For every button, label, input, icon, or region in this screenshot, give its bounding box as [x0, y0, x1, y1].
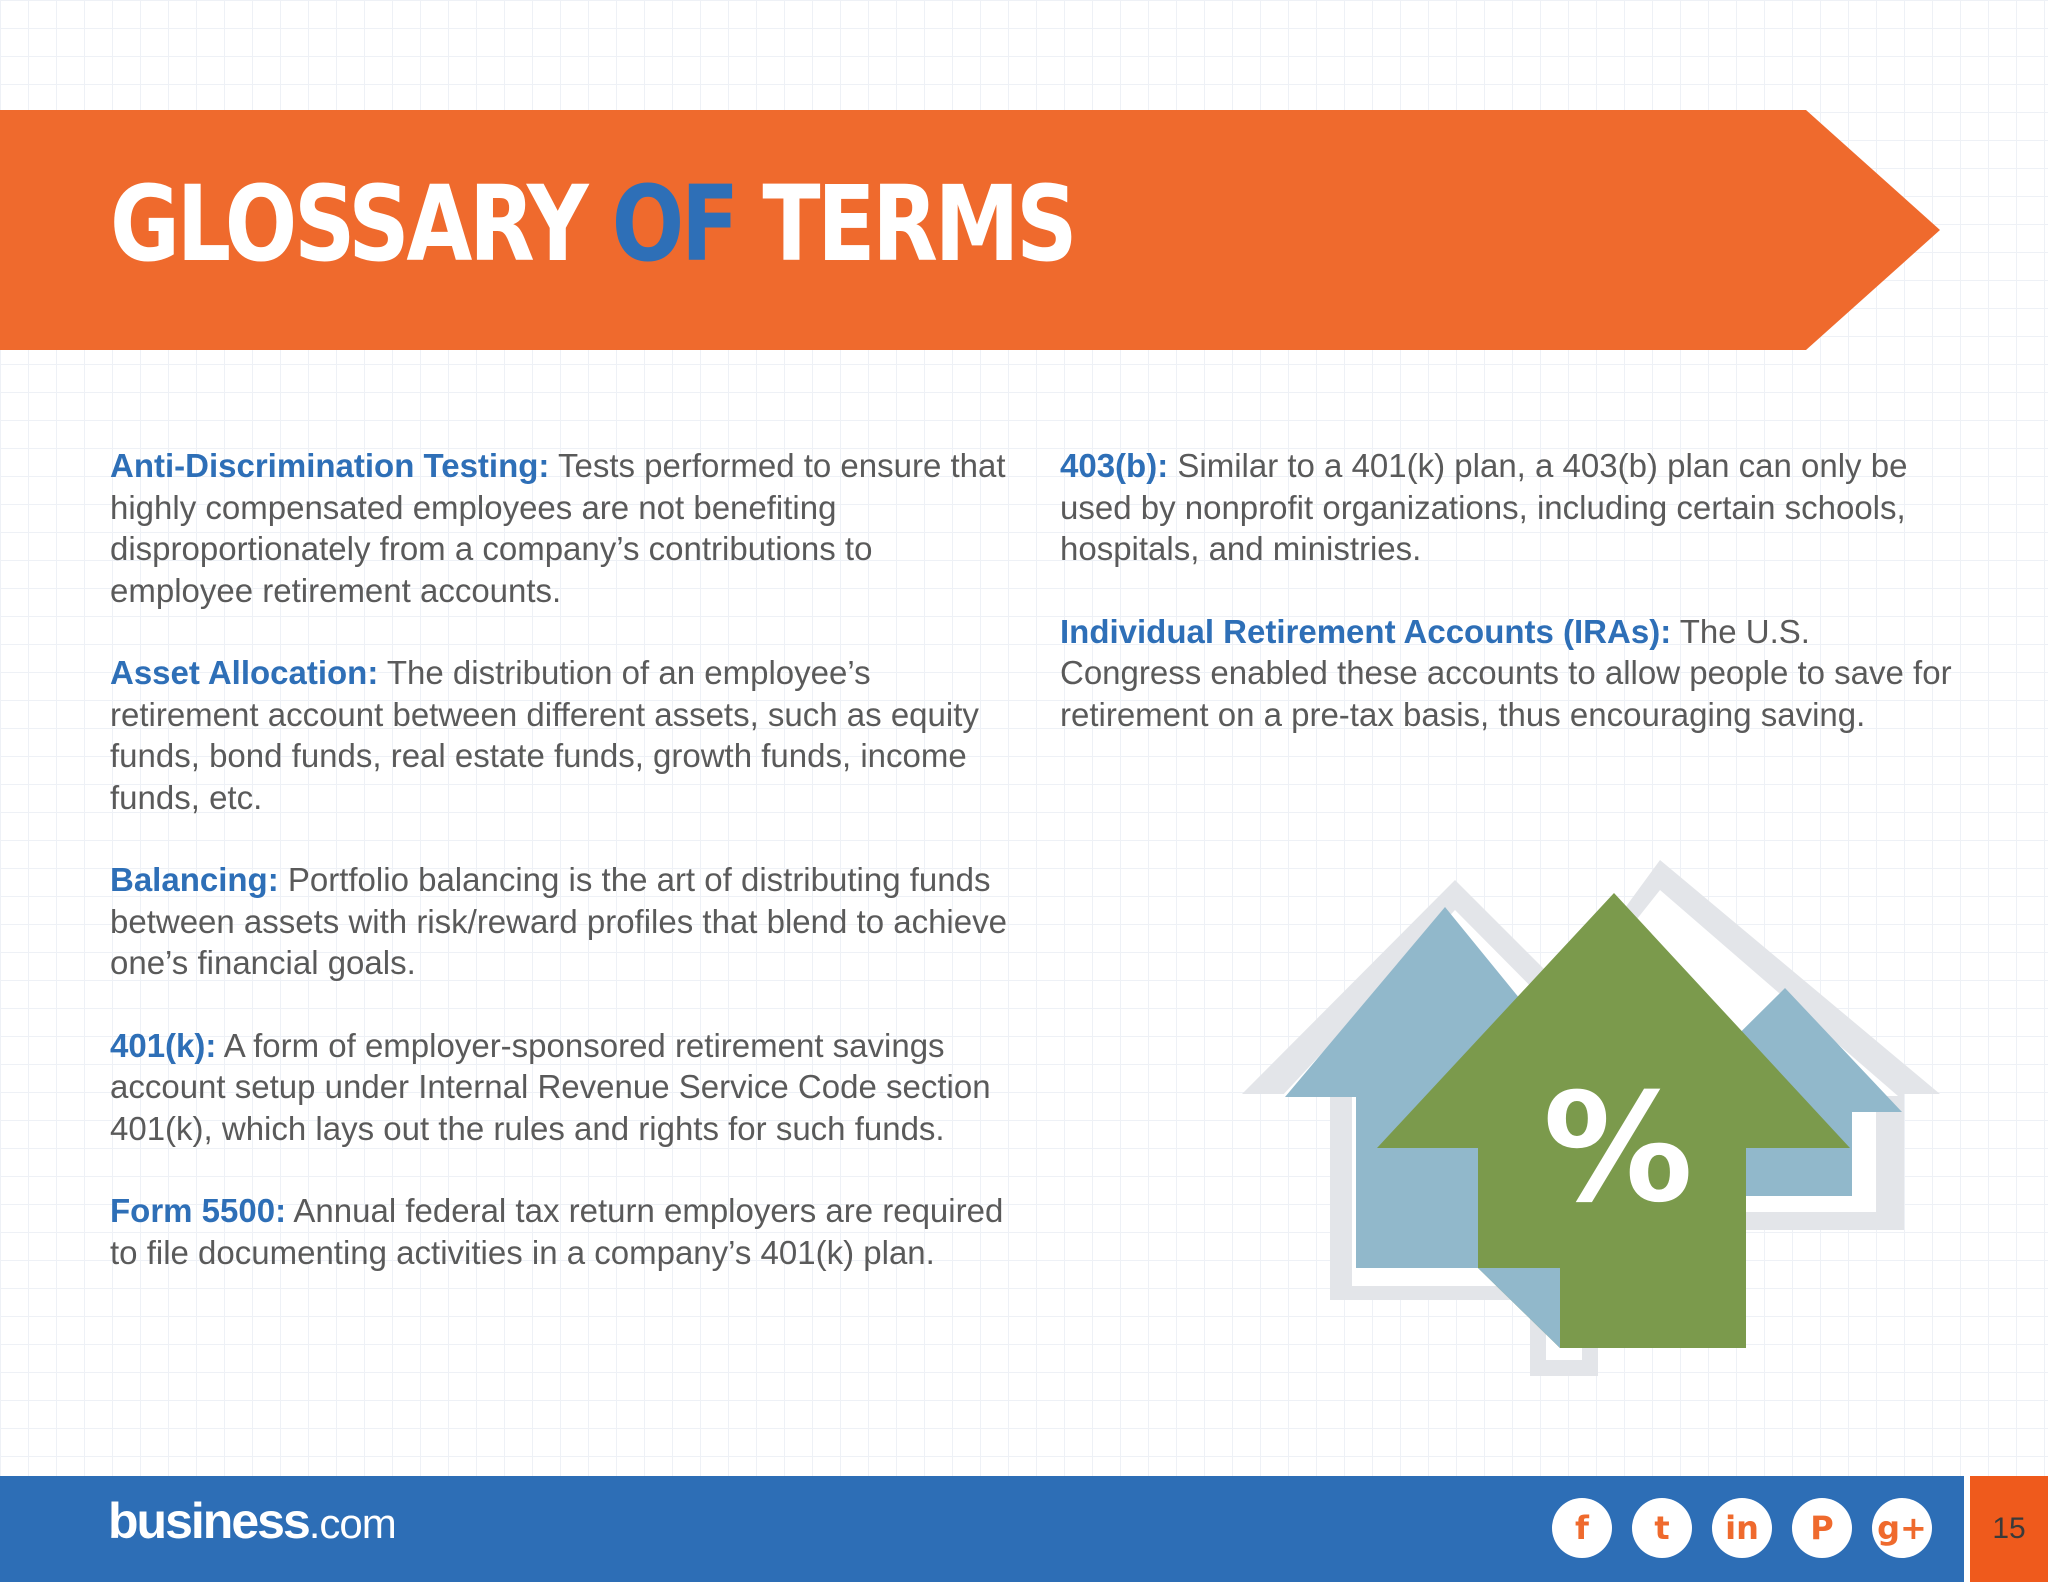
glossary-definition: A form of employer-sponsored retirement savings account setup under Internal Revenue Service Code section 401(k), which lays out the rules and rights for such funds.: [110, 1026, 991, 1147]
glossary-definition: Tests performed to ensure that highly compensated employees are not benefiting disproportionately from a company’s contributions to employee retirement accounts.: [110, 447, 1006, 609]
business-com-logo[interactable]: [108, 1492, 396, 1550]
glossary-entry: [110, 652, 1010, 818]
page-number: 15: [1992, 1512, 2026, 1545]
page-title: [110, 163, 1075, 285]
glossary-definition: The U.S. Congress enabled these accounts to allow people to save for retirement on a pre-tax basis, thus encouraging saving.: [1060, 612, 1952, 733]
percent-symbol: %: [1542, 1062, 1694, 1236]
glossary-definition: Similar to a 401(k) plan, a 403(b) plan can only be used by nonprofit organizations, including certain schools, hospitals, and ministries.: [1060, 447, 1908, 567]
glossary-term: 403(b):: [1060, 447, 1169, 484]
twitter-icon[interactable]: t: [1632, 1498, 1692, 1558]
logo-main-text: business: [108, 1493, 309, 1549]
title-part-3: TERMS: [735, 163, 1075, 285]
pinterest-icon[interactable]: P: [1792, 1498, 1852, 1558]
glossary-left-column: [110, 445, 1010, 1314]
glossary-entry: [110, 859, 1010, 984]
glossary-term: 401(k):: [110, 1026, 217, 1064]
glossary-term: Individual Retirement Accounts (IRAs):: [1060, 612, 1672, 650]
glossary-entry: [110, 445, 1010, 611]
google-plus-icon[interactable]: g+: [1872, 1498, 1932, 1558]
linkedin-icon[interactable]: in: [1712, 1498, 1772, 1558]
glossary-term: Form 5500:: [110, 1192, 287, 1229]
glossary-entry: [110, 1025, 1010, 1150]
glossary-definition: Portfolio balancing is the art of distributing funds between assets with risk/reward profiles that blend to achieve one’s financial goals.: [110, 861, 1007, 981]
title-part-2: OF: [611, 163, 736, 285]
glossary-term: Balancing:: [110, 861, 279, 898]
facebook-icon[interactable]: f: [1552, 1498, 1612, 1558]
glossary-term: Asset Allocation:: [110, 654, 379, 691]
footer-bar: [0, 1476, 2048, 1582]
glossary-entry: [1060, 611, 1960, 736]
glossary-definition: The distribution of an employee’s retirement account between different assets, such as equity funds, bond funds, real estate funds, growth funds, income funds, etc.: [110, 654, 979, 816]
house-arrows-percent-icon: [1240, 850, 1940, 1380]
title-part-1: GLOSSARY: [110, 163, 612, 285]
glossary-right-column: [1060, 445, 1960, 776]
glossary-entry: [1060, 445, 1960, 570]
page-number-box: [1964, 1476, 2048, 1582]
glossary-definition: Annual federal tax return employers are required to file documenting activities in a company’s 401(k) plan.: [110, 1192, 1004, 1271]
glossary-term: Anti-Discrimination Testing:: [110, 447, 550, 484]
logo-suffix-text: .com: [308, 1500, 396, 1547]
glossary-entry: [110, 1190, 1010, 1273]
